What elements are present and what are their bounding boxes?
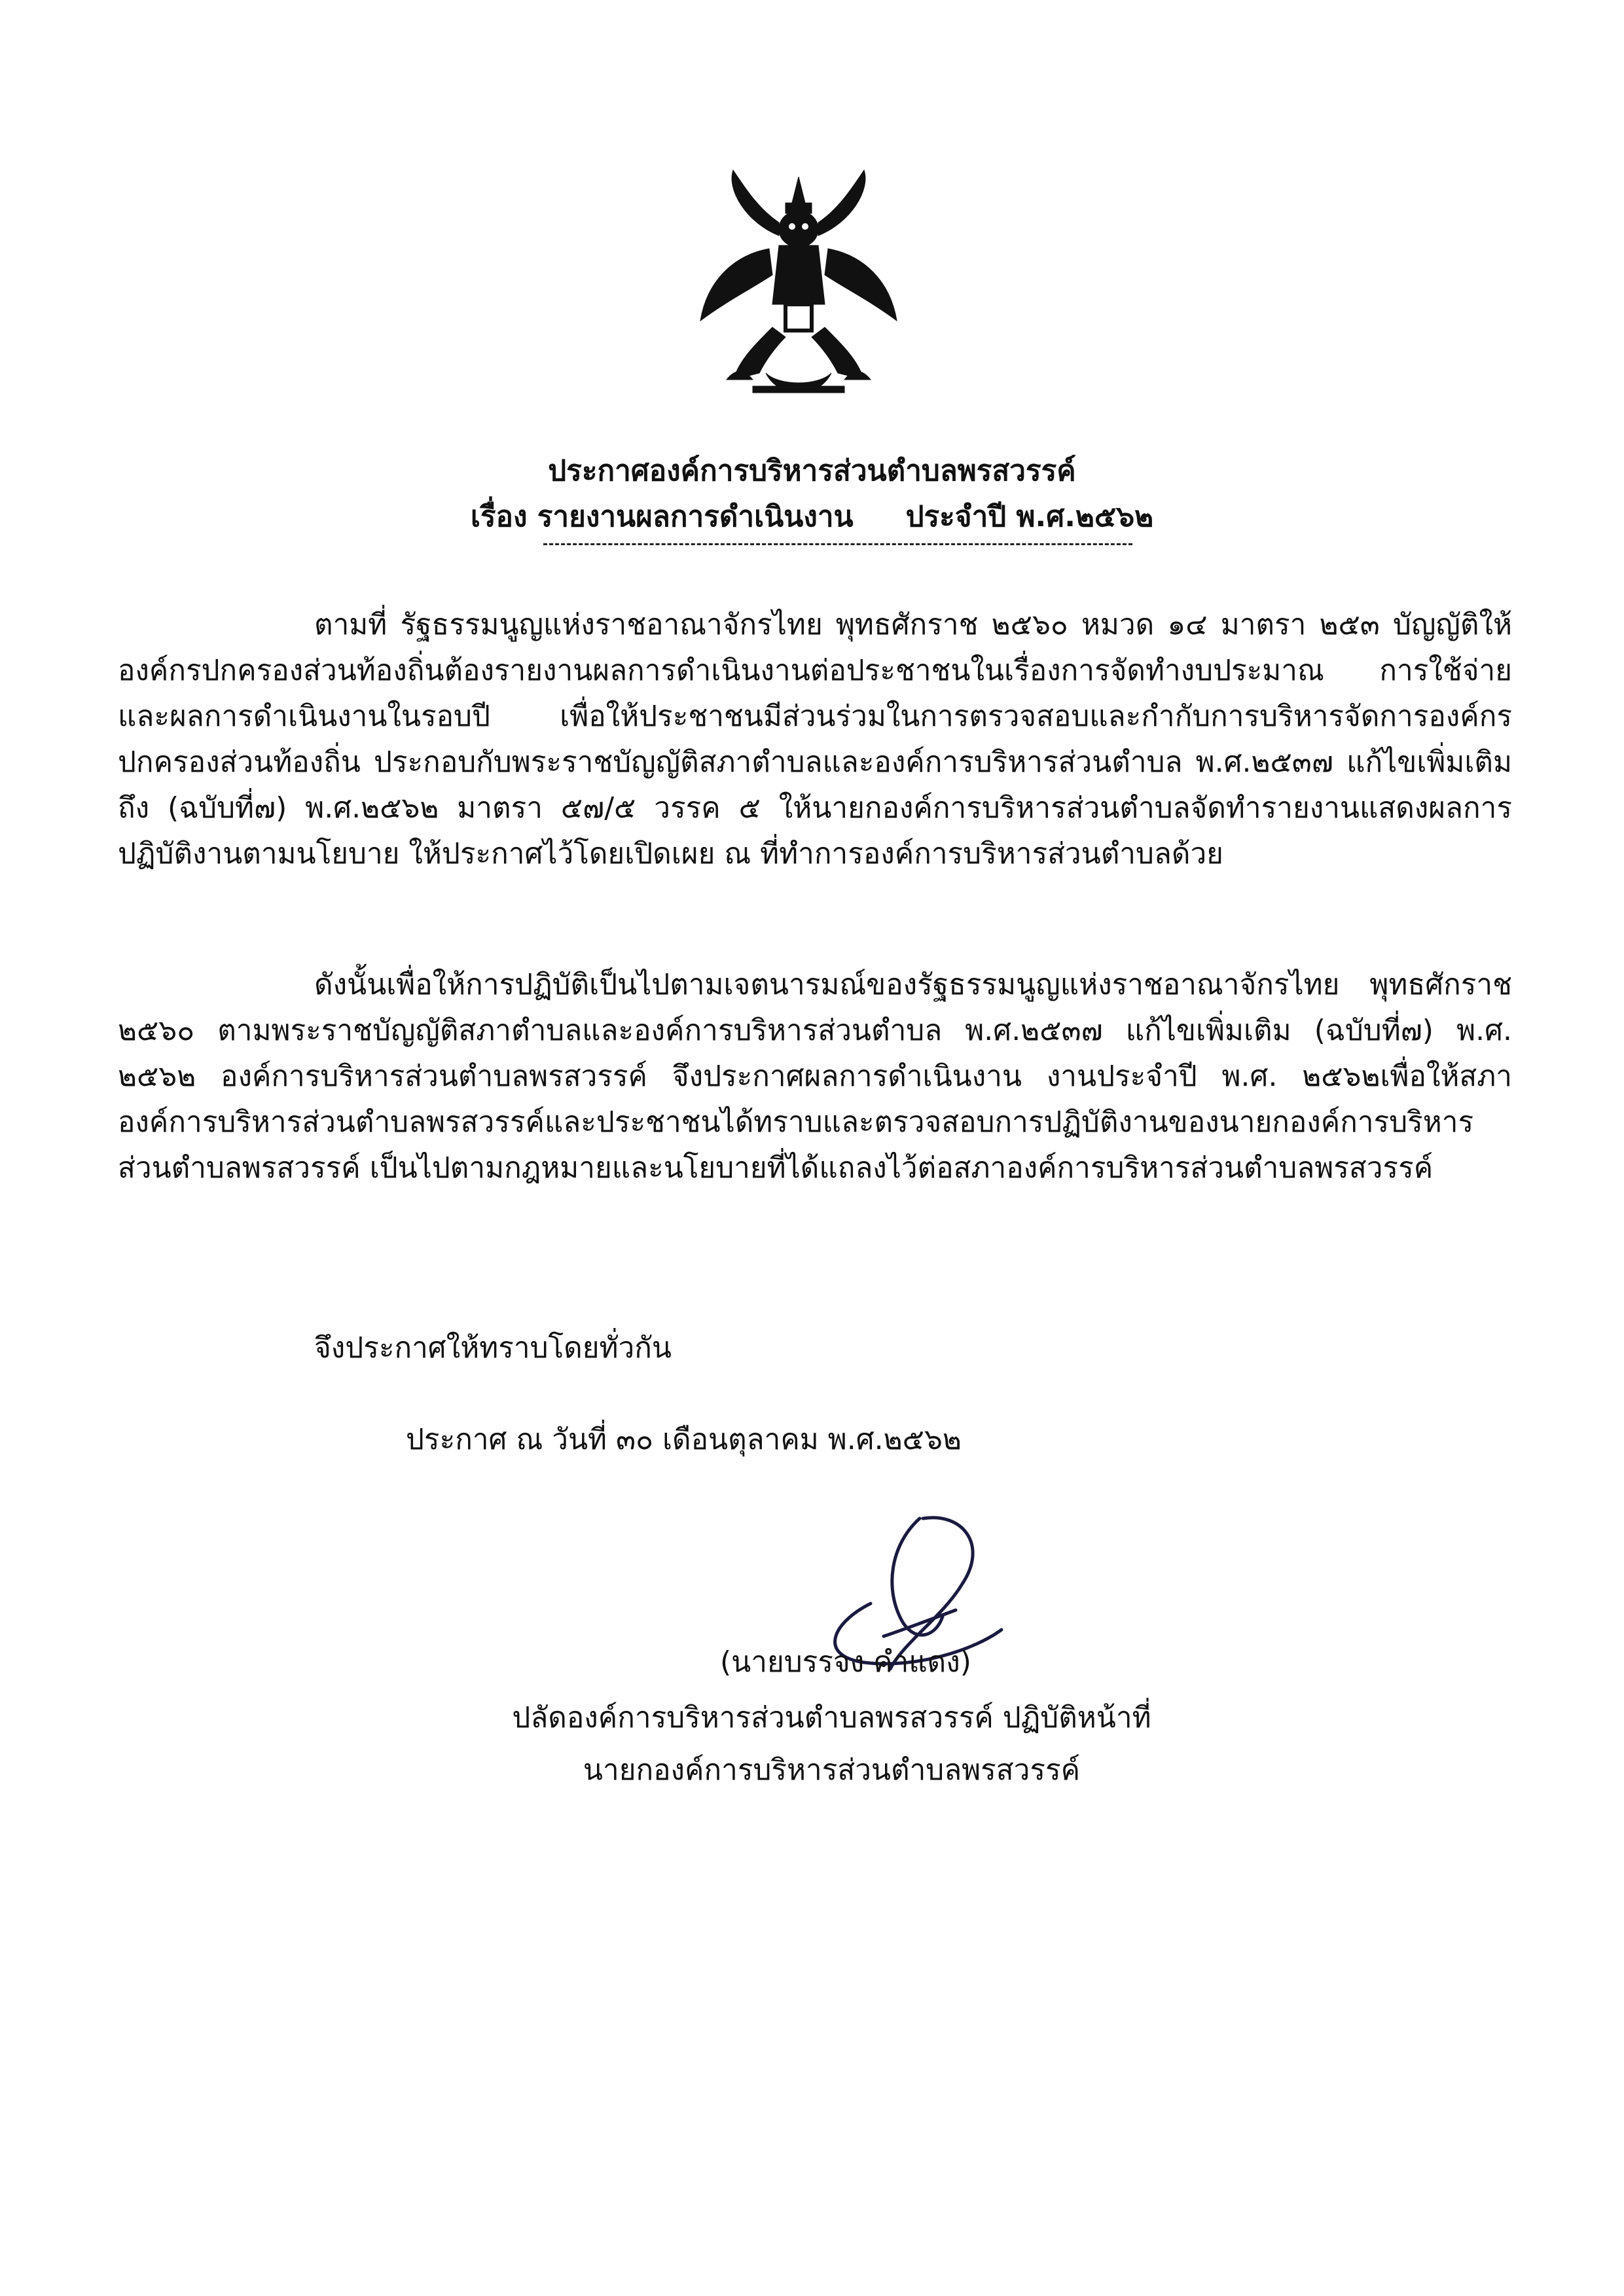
body-paragraph-1: ตามที่ รัฐธรรมนูญแห่งราชอาณาจักรไทย พุทธศักราช ๒๕๖๐ หมวด ๑๔ มาตรา ๒๕๓ บัญญัติให้องค์กรปกครองส่วนท้องถิ่นต้องรายงานผลการดำเนินงานต่อประชาชนในเรื่องการจัดทำงบประมาณ การใช้จ่ายและผลการดำเนินงานในรอบปี เพื่อให้ประชาชนมีส่วนร่วมในการตรวจสอบและกำกับการบริหารจัดการองค์กรปกครองส่วนท้องถิ่น ประกอบกับพระราชบัญญัติสภาตำบลและองค์การบริหารส่วนตำบล พ.ศ.๒๕๓๗ แก้ไขเพิ่มเติมถึง (ฉบับที่๗) พ.ศ.๒๕๖๒ มาตรา ๕๗/๕ วรรค ๕ ให้นายกองค์การบริหารส่วนตำบลจัดทำรายงานแสดงผลการปฏิบัติงานตามนโยบาย ให้ประกาศไว้โดยเปิดเผย ณ ที่ทำการองค์การบริหารส่วนตำบลด้วย (118, 608, 1512, 870)
announcement-subject (0, 497, 1624, 537)
signer-acting-position: นายกองค์การบริหารส่วนตำบลพรสวรรค์ (583, 1753, 1081, 1787)
subject-label: เรื่อง รายงานผลการดำเนินงาน (470, 500, 854, 533)
body-paragraph-2: ดังนั้นเพื่อให้การปฏิบัติเป็นไปตามเจตนารมณ์ของรัฐธรรมนูญแห่งราชอาณาจักรไทย พุทธศักราช ๒๕๖๐ ตามพระราชบัญญัติสภาตำบลและองค์การบริหารส่วนตำบล พ.ศ.๒๕๓๗ แก้ไขเพิ่มเติม (ฉบับที่๗) พ.ศ. ๒๕๖๒ องค์การบริหารส่วนตำบลพรสวรรค์ จึงประกาศผลการดำเนินงาน งานประจำปี พ.ศ. ๒๕๖๒เพื่อให้สภาองค์การบริหารส่วนตำบลพรสวรรค์และประชาชนได้ทราบและตรวจสอบการปฏิบัติงานของนายกองค์การบริหารส่วนตำบลพรสวรรค์ เป็นไปตามกฎหมายและนโยบายที่ได้แถลงไว้ต่อสภาองค์การบริหารส่วนตำบลพรสวรรค์ (118, 968, 1512, 1185)
announcement-date: ประกาศ ณ วันที่ ๓๐ เดือนตุลาคม พ.ศ.๒๕๖๒ (406, 1423, 962, 1456)
subject-period: ประจำปี พ.ศ.๒๕๖๒ (905, 500, 1154, 533)
closing-statement: จึงประกาศให้ทราบโดยทั่วกัน (314, 1331, 672, 1365)
signer-position: ปลัดองค์การบริหารส่วนตำบลพรสวรรค์ ปฏิบัติหน้าที่ (512, 1701, 1151, 1734)
announcement-title: ประกาศองค์การบริหารส่วนตำบลพรสวรรค์ (548, 454, 1076, 488)
signer-name: (นายบรรจง คำแดง) (720, 1645, 971, 1679)
garuda-emblem-icon (687, 164, 910, 412)
dashed-divider (543, 543, 1132, 545)
